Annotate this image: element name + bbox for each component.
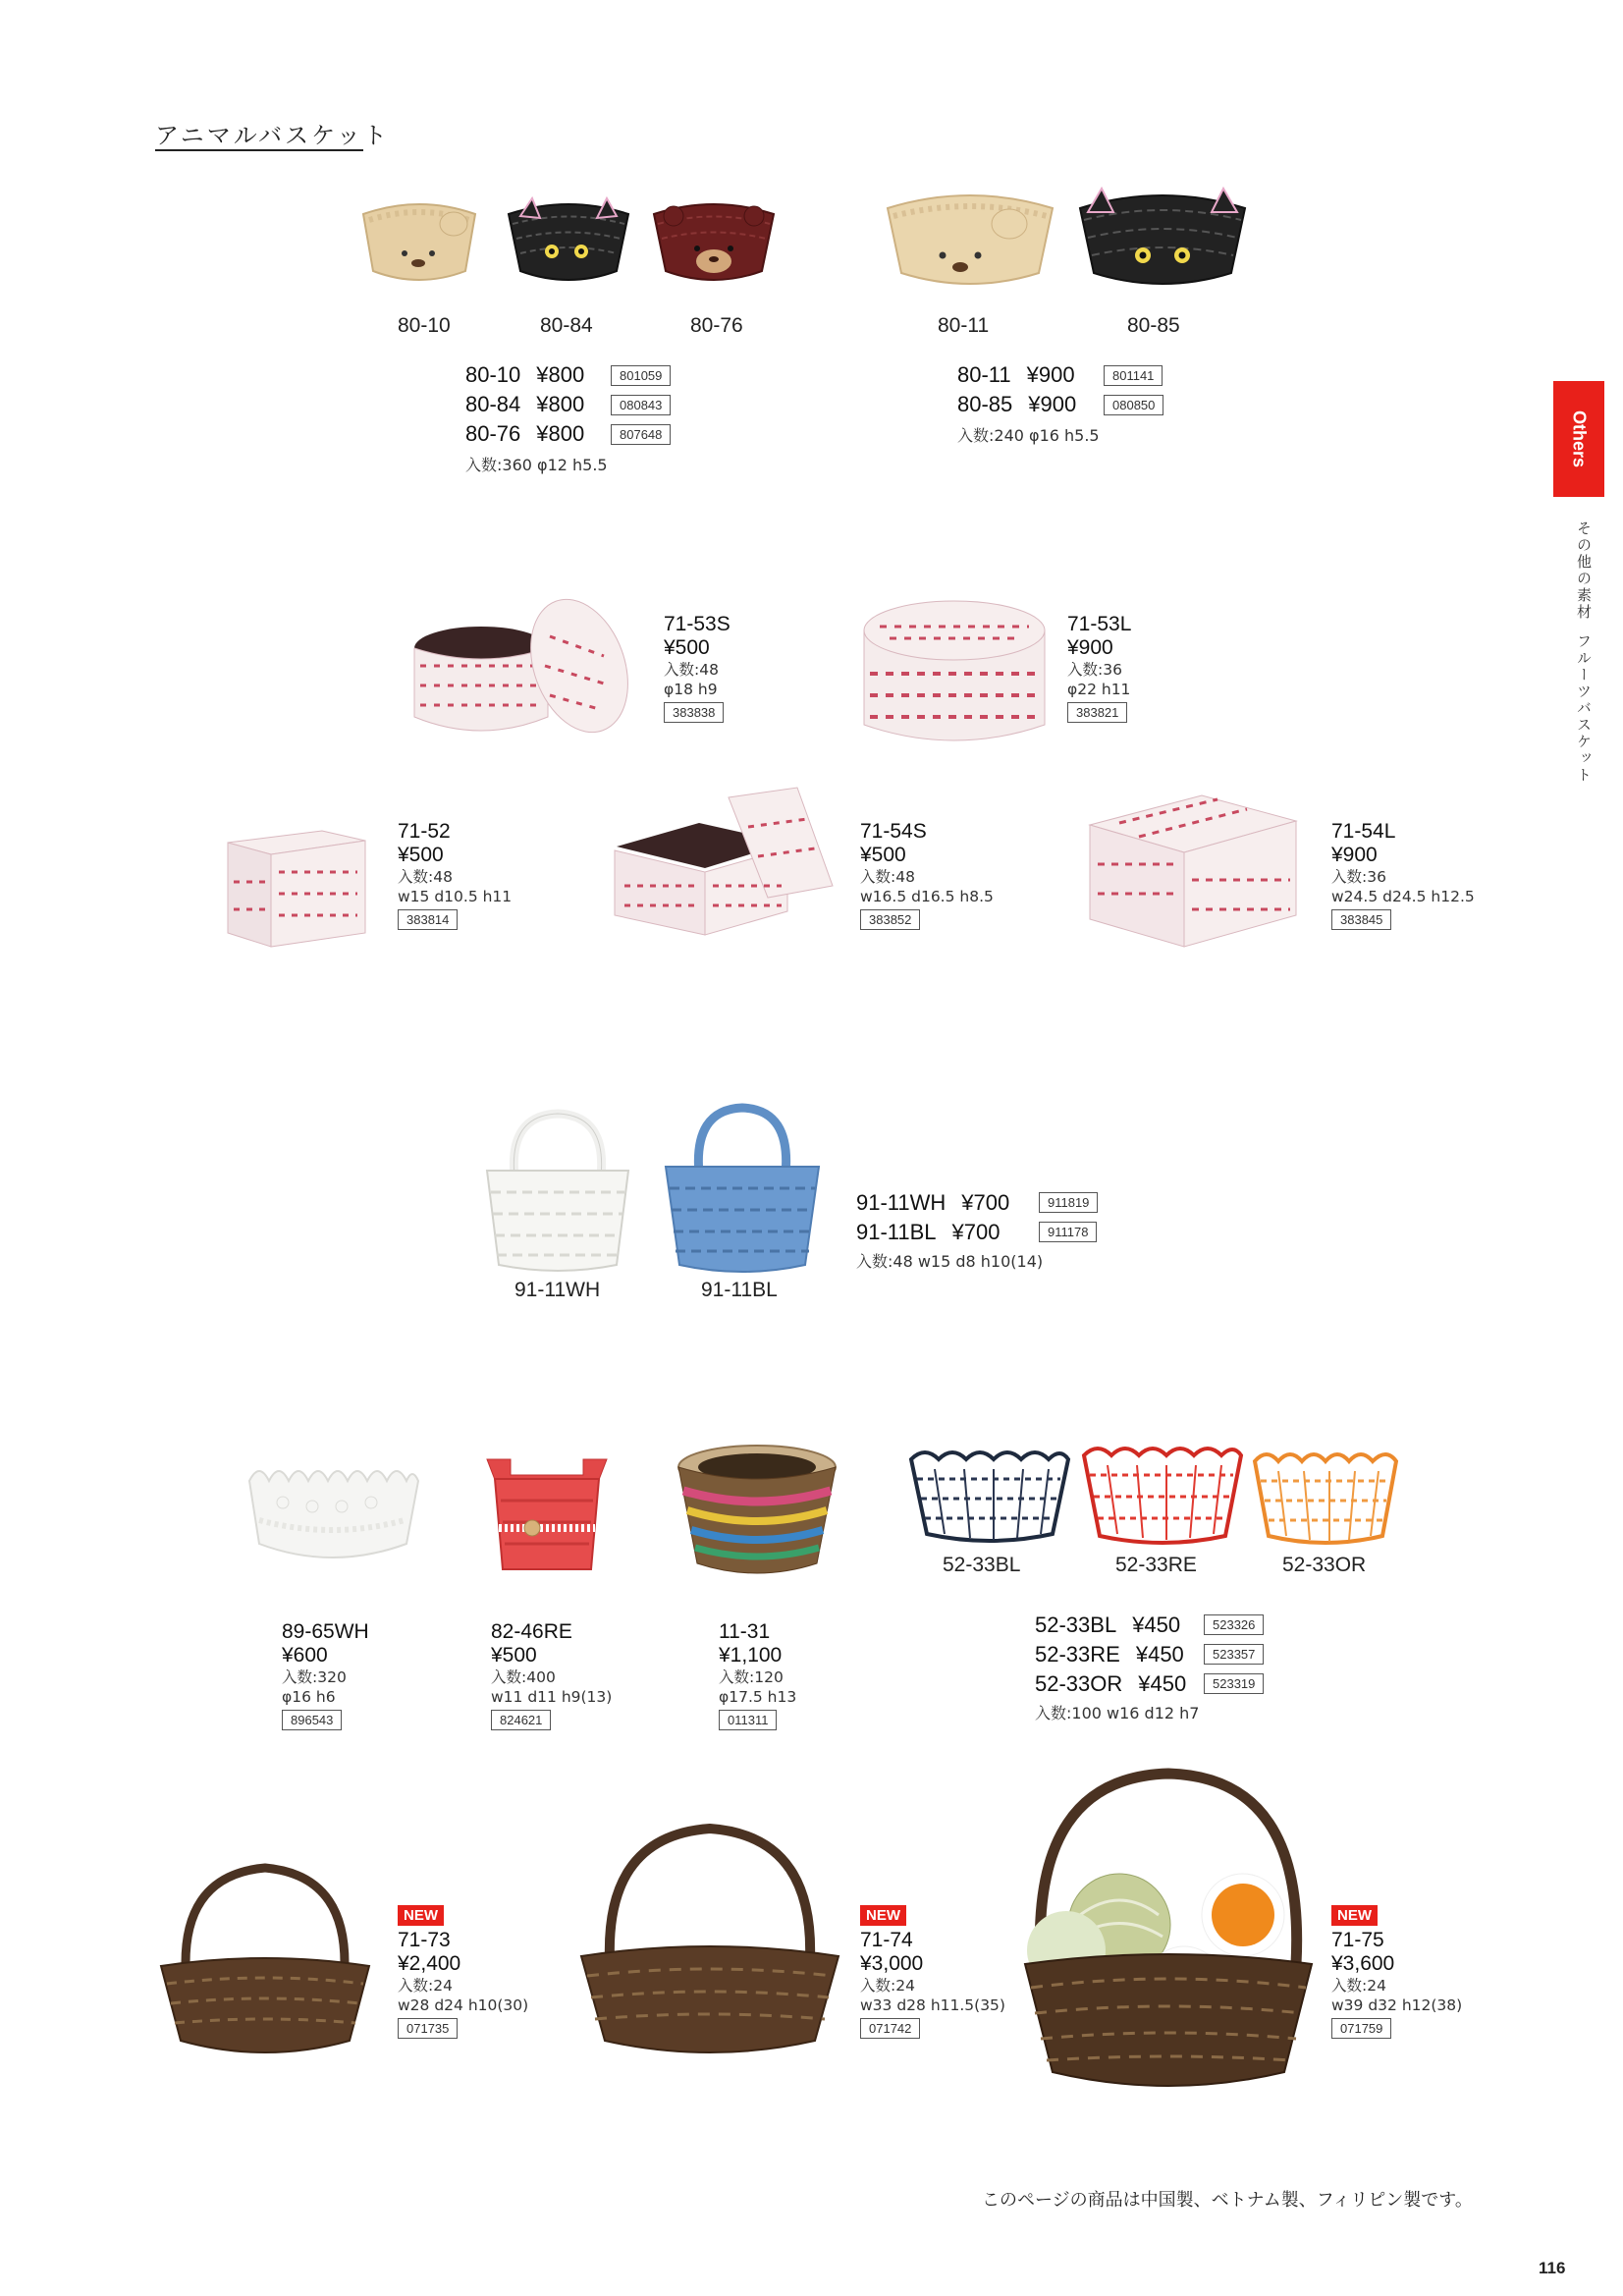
product-size: w16.5 d16.5 h8.5 xyxy=(860,888,994,905)
image-label: 80-84 xyxy=(540,314,593,337)
item-number: 071735 xyxy=(398,2018,458,2039)
product-spec: 入数:240 φ16 h5.5 xyxy=(957,426,1100,445)
product-price: ¥900 xyxy=(1028,392,1077,416)
item-number: 383852 xyxy=(860,909,920,930)
product-code: 80-11 xyxy=(957,362,1011,387)
item-number: 071759 xyxy=(1331,2018,1391,2039)
product-price: ¥500 xyxy=(398,844,444,866)
image-label: 80-10 xyxy=(398,314,451,337)
fruit-basket-71-75-image xyxy=(1021,1768,1316,2096)
product-code: 82-46RE xyxy=(491,1620,572,1643)
product-info-71-52 xyxy=(398,820,512,930)
product-info-71-54L xyxy=(1331,820,1475,930)
product-price: ¥3,000 xyxy=(860,1952,924,1975)
product-info-71-73 xyxy=(398,1905,528,2039)
product-quantity: 入数:24 xyxy=(860,1977,915,1995)
product-price: ¥1,100 xyxy=(719,1644,783,1667)
wire-basket-52-33OR-image xyxy=(1249,1442,1402,1552)
product-code: 52-33RE xyxy=(1035,1642,1120,1667)
fruit-basket-71-74-image xyxy=(577,1819,842,2060)
item-number: 824621 xyxy=(491,1710,551,1730)
fruit-basket-71-73-image xyxy=(157,1856,373,2060)
item-number: 080843 xyxy=(611,395,671,415)
product-info-71-53L xyxy=(1067,613,1131,723)
page-number: 116 xyxy=(1539,2259,1566,2277)
item-number: 383838 xyxy=(664,702,724,723)
product-code: 52-33BL xyxy=(1035,1613,1117,1637)
product-code: 89-65WH xyxy=(282,1620,369,1643)
box-71-54S-image xyxy=(601,788,837,943)
product-info-82-46RE xyxy=(491,1620,612,1730)
basket-82-46RE-image xyxy=(481,1449,613,1577)
product-size: φ22 h11 xyxy=(1067,681,1131,698)
product-info-71-74 xyxy=(860,1905,1005,2039)
product-quantity: 入数:320 xyxy=(282,1668,347,1686)
item-number: 801141 xyxy=(1104,365,1163,386)
price-row xyxy=(957,392,1076,417)
product-size: φ16 h6 xyxy=(282,1688,336,1706)
product-info-71-54S xyxy=(860,820,994,930)
product-size: φ17.5 h13 xyxy=(719,1688,797,1706)
basket-89-65WH-image xyxy=(243,1442,422,1569)
product-price: ¥800 xyxy=(536,362,585,387)
product-code: 71-53S xyxy=(664,613,730,635)
image-label: 91-11WH xyxy=(514,1279,601,1301)
product-quantity: 入数:36 xyxy=(1331,868,1386,886)
product-spec: 入数:48 w15 d8 h10(14) xyxy=(856,1252,1044,1271)
product-code: 71-52 xyxy=(398,820,451,843)
price-row xyxy=(1035,1642,1184,1667)
product-quantity: 入数:24 xyxy=(398,1977,453,1995)
item-number: 911819 xyxy=(1039,1192,1098,1213)
image-label: 80-76 xyxy=(690,314,743,337)
product-price: ¥2,400 xyxy=(398,1952,461,1975)
image-label: 80-11 xyxy=(938,314,990,337)
product-code: 71-75 xyxy=(1331,1929,1384,1951)
price-row xyxy=(856,1190,1009,1216)
product-code: 80-85 xyxy=(957,392,1013,416)
product-price: ¥500 xyxy=(860,844,906,866)
box-71-53S-image xyxy=(412,607,633,744)
basket-11-31-image xyxy=(674,1442,840,1579)
page-title: アニマルバスケット xyxy=(155,122,390,149)
product-price: ¥600 xyxy=(282,1644,328,1667)
price-row xyxy=(957,362,1075,388)
product-price: ¥3,600 xyxy=(1331,1952,1395,1975)
product-price: ¥700 xyxy=(951,1220,1001,1244)
item-number: 523357 xyxy=(1204,1644,1264,1665)
product-code: 91-11BL xyxy=(856,1220,937,1244)
box-71-53L-image xyxy=(860,597,1049,754)
product-size: w11 d11 h9(13) xyxy=(491,1688,613,1706)
section-subtitle-materials: その他の素材 xyxy=(1575,520,1593,621)
product-code: 71-54L xyxy=(1331,820,1396,843)
item-number: 071742 xyxy=(860,2018,920,2039)
product-info-11-31 xyxy=(719,1620,796,1730)
item-number: 383821 xyxy=(1067,702,1127,723)
price-row xyxy=(465,392,584,417)
section-tab[interactable] xyxy=(1553,381,1604,497)
image-label: 91-11BL xyxy=(701,1279,778,1301)
bag-91-11WH-image xyxy=(479,1108,636,1277)
product-price: ¥800 xyxy=(536,421,585,446)
product-price: ¥900 xyxy=(1026,362,1075,387)
item-number: 080850 xyxy=(1104,395,1163,415)
animal-basket-80-84-image xyxy=(503,194,635,288)
animal-basket-80-76-image xyxy=(648,194,781,288)
price-row xyxy=(465,362,584,388)
section-subtitle-fruit-basket: フルーツバスケット xyxy=(1575,633,1593,784)
origin-note: このページの商品は中国製、ベトナム製、フィリピン製です。 xyxy=(982,2190,1473,2211)
animal-basket-80-85-image xyxy=(1074,185,1251,293)
product-size: w39 d32 h12(38) xyxy=(1331,1996,1463,2014)
product-code: 80-84 xyxy=(465,392,521,416)
product-code: 80-76 xyxy=(465,421,521,446)
price-row xyxy=(1035,1671,1186,1697)
product-price: ¥700 xyxy=(961,1190,1010,1215)
section-tab-label: Others xyxy=(1569,410,1590,468)
new-badge: NEW xyxy=(860,1905,906,1926)
wire-basket-52-33RE-image xyxy=(1078,1436,1245,1552)
product-size: w15 d10.5 h11 xyxy=(398,888,513,905)
product-size: w24.5 d24.5 h12.5 xyxy=(1331,888,1475,905)
price-row xyxy=(1035,1613,1180,1638)
product-price: ¥900 xyxy=(1331,844,1378,866)
item-number: 383845 xyxy=(1331,909,1391,930)
product-code: 71-53L xyxy=(1067,613,1132,635)
product-info-71-53S xyxy=(664,613,730,723)
product-quantity: 入数:400 xyxy=(491,1668,556,1686)
item-number: 383814 xyxy=(398,909,458,930)
image-label: 80-85 xyxy=(1127,314,1180,337)
product-quantity: 入数:24 xyxy=(1331,1977,1386,1995)
image-label: 52-33RE xyxy=(1115,1554,1197,1576)
product-price: ¥450 xyxy=(1132,1613,1181,1637)
product-info-71-75 xyxy=(1331,1905,1462,2039)
price-row xyxy=(465,421,584,447)
box-71-52-image xyxy=(224,823,369,951)
item-number: 011311 xyxy=(719,1710,777,1730)
product-quantity: 入数:48 xyxy=(860,868,915,886)
new-badge: NEW xyxy=(1331,1905,1378,1926)
product-code: 80-10 xyxy=(465,362,521,387)
image-label: 52-33OR xyxy=(1282,1554,1367,1576)
item-number: 801059 xyxy=(611,365,671,386)
product-price: ¥500 xyxy=(664,636,710,659)
product-code: 91-11WH xyxy=(856,1190,947,1215)
product-price: ¥900 xyxy=(1067,636,1113,659)
product-code: 52-33OR xyxy=(1035,1671,1123,1696)
product-info-89-65WH xyxy=(282,1620,369,1730)
product-spec: 入数:100 w16 d12 h7 xyxy=(1035,1704,1200,1722)
product-price: ¥450 xyxy=(1138,1671,1187,1696)
new-badge: NEW xyxy=(398,1905,444,1926)
product-spec: 入数:360 φ12 h5.5 xyxy=(465,456,608,474)
item-number: 896543 xyxy=(282,1710,342,1730)
product-quantity: 入数:48 xyxy=(664,661,719,679)
product-code: 11-31 xyxy=(719,1620,771,1643)
product-size: w33 d28 h11.5(35) xyxy=(860,1996,1005,2014)
bag-91-11BL-image xyxy=(660,1102,825,1277)
box-71-54L-image xyxy=(1080,786,1302,953)
product-size: w28 d24 h10(30) xyxy=(398,1996,529,2014)
price-row xyxy=(856,1220,1001,1245)
product-quantity: 入数:120 xyxy=(719,1668,784,1686)
product-code: 71-74 xyxy=(860,1929,913,1951)
product-price: ¥500 xyxy=(491,1644,537,1667)
product-code: 71-54S xyxy=(860,820,927,843)
product-code: 71-73 xyxy=(398,1929,451,1951)
product-price: ¥450 xyxy=(1135,1642,1184,1667)
item-number: 523319 xyxy=(1204,1673,1264,1694)
animal-basket-80-10-image xyxy=(355,194,483,288)
item-number: 807648 xyxy=(611,424,671,445)
item-number: 523326 xyxy=(1204,1614,1264,1635)
product-size: φ18 h9 xyxy=(664,681,718,698)
product-quantity: 入数:48 xyxy=(398,868,453,886)
animal-basket-80-11-image xyxy=(882,185,1058,293)
wire-basket-52-33BL-image xyxy=(905,1440,1072,1550)
title-underline xyxy=(155,149,363,151)
product-price: ¥800 xyxy=(536,392,585,416)
item-number: 911178 xyxy=(1039,1222,1097,1242)
image-label: 52-33BL xyxy=(943,1554,1021,1576)
product-quantity: 入数:36 xyxy=(1067,661,1122,679)
